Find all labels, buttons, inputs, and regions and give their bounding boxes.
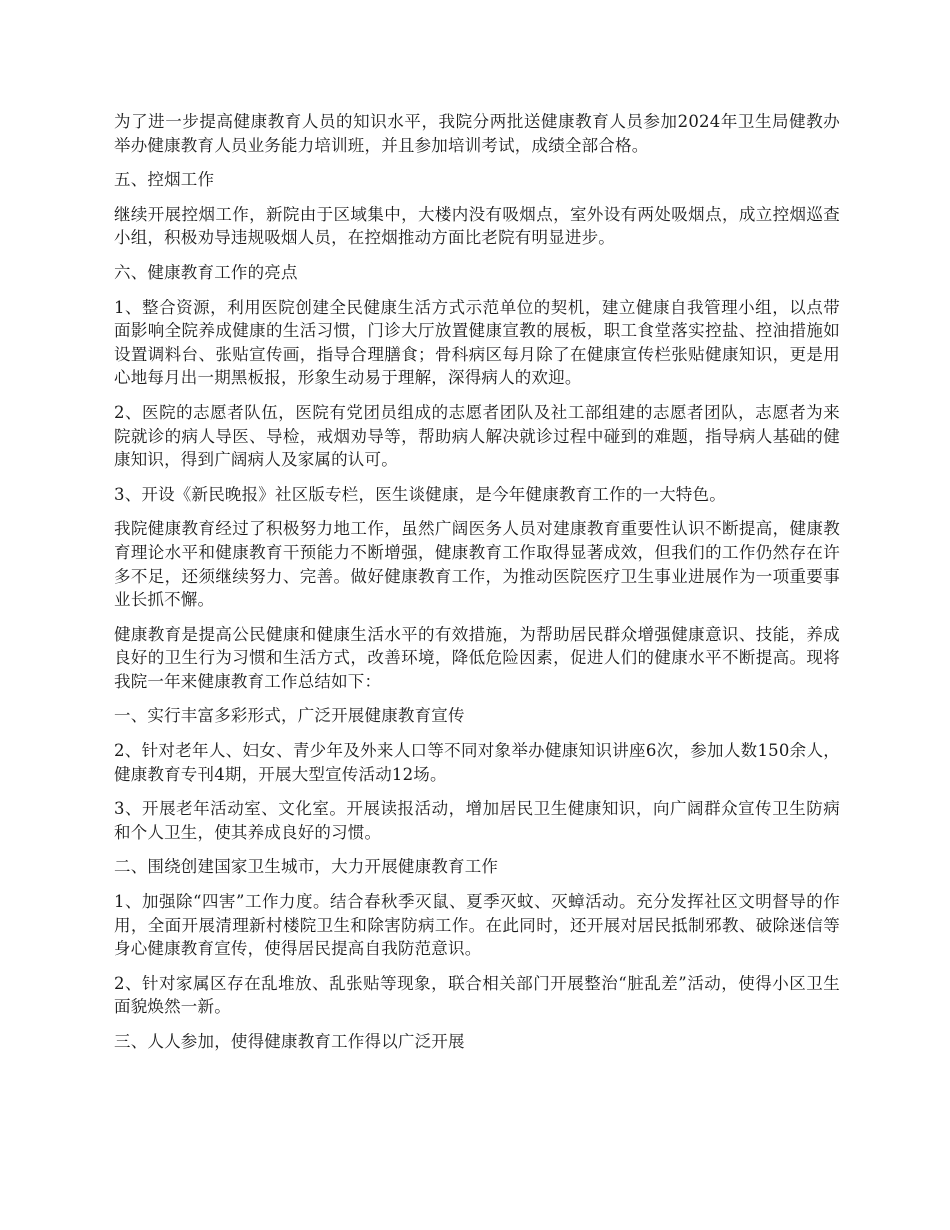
paragraph-highlight-2: 2、医院的志愿者队伍，医院有党团员组成的志愿者团队及社工部组建的志愿者团队，志愿者为来院就诊的病人导医、导检，戒烟劝导等，帮助病人解决就诊过程中碰到的难题，指导病人基础的健康知识，得到广阔病人及家属的认可。 [114,402,840,470]
paragraph-section-1-item-2: 2、针对老年人、妇女、青少年及外来人口等不同对象举办健康知识讲座6次，参加人数150余人，健康教育专刊4期，开展大型宣传活动12场。 [114,741,840,784]
paragraph-introduction: 健康教育是提高公民健康和健康生活水平的有效措施，为帮助居民群众增强健康意识、技能，养成良好的卫生行为习惯和生活方式，改善环境，降低危险因素，促进人们的健康水平不断提高。现将我院一年来健康教育工作总结如下： [114,624,840,691]
paragraph-tobacco-control: 继续开展控烟工作，新院由于区域集中，大楼内没有吸烟点，室外设有两处吸烟点，成立控烟巡查小组，积极劝导违规吸烟人员，在控烟推动方面比老院有明显进步。 [114,204,840,248]
heading-section-3: 三、人人参加，使得健康教育工作得以广泛开展 [114,1032,465,1051]
paragraph-section-2-item-1: 1、加强除“四害”工作力度。结合春秋季灭鼠、夏季灭蚊、灭蟑活动。充分发挥社区文明督导的作用，全面开展清理新村楼院卫生和除害防病工作。在此同时，还开展对居民抵制邪教、破除迷信等身心健康教育宣传，使得居民提高自我防范意识。 [114,892,840,959]
heading-highlights: 六、健康教育工作的亮点 [114,262,298,282]
paragraph-section-1-item-3: 3、开展老年活动室、文化室。开展读报活动，增加居民卫生健康知识，向广阔群众宣传卫生防病和个人卫生，使其养成良好的习惯。 [114,799,840,842]
paragraph-training: 为了进一步提高健康教育人员的知识水平，我院分两批送健康教育人员参加2024年卫生局健教办举办健康教育人员业务能力培训班，并且参加培训考试，成绩全部合格。 [114,112,840,155]
document-body [114,110,840,1065]
paragraph-section-2-item-2: 2、针对家属区存在乱堆放、乱张贴等现象，联合相关部门开展整治“脏乱差”活动，使得小区卫生面貌焕然一新。 [114,973,840,1017]
heading-section-2: 二、围绕创建国家卫生城市，大力开展健康教育工作 [114,857,499,877]
heading-tobacco-control: 五、控烟工作 [114,170,215,190]
paragraph-highlight-3: 3、开设《新民晚报》社区版专栏，医生谈健康，是今年健康教育工作的一大特色。 [114,484,726,504]
paragraph-highlight-1: 1、整合资源，利用医院创建全民健康生活方式示范单位的契机，建立健康自我管理小组，以点带面影响全院养成健康的生活习惯，门诊大厅放置健康宣教的展板，职工食堂落实控盐、控油措施如设置调料台、张贴宣传画，指导合理膳食；骨科病区每月除了在健康宣传栏张贴健康知识，更是用心地每月出一期黑板报，形象生动易于理解，深得病人的欢迎。 [114,297,840,388]
paragraph-summary: 我院健康教育经过了积极努力地工作，虽然广阔医务人员对建康教育重要性认识不断提高，健康教育理论水平和健康教育干预能力不断增强，健康教育工作取得显著成效，但我们的工作仍然存在许多不足，还须继续努力、完善。做好健康教育工作，为推动医院医疗卫生事业进展作为一项重要事业长抓不懈。 [114,519,840,610]
heading-section-1: 一、实行丰富多彩形式，广泛开展健康教育宣传 [114,706,465,726]
